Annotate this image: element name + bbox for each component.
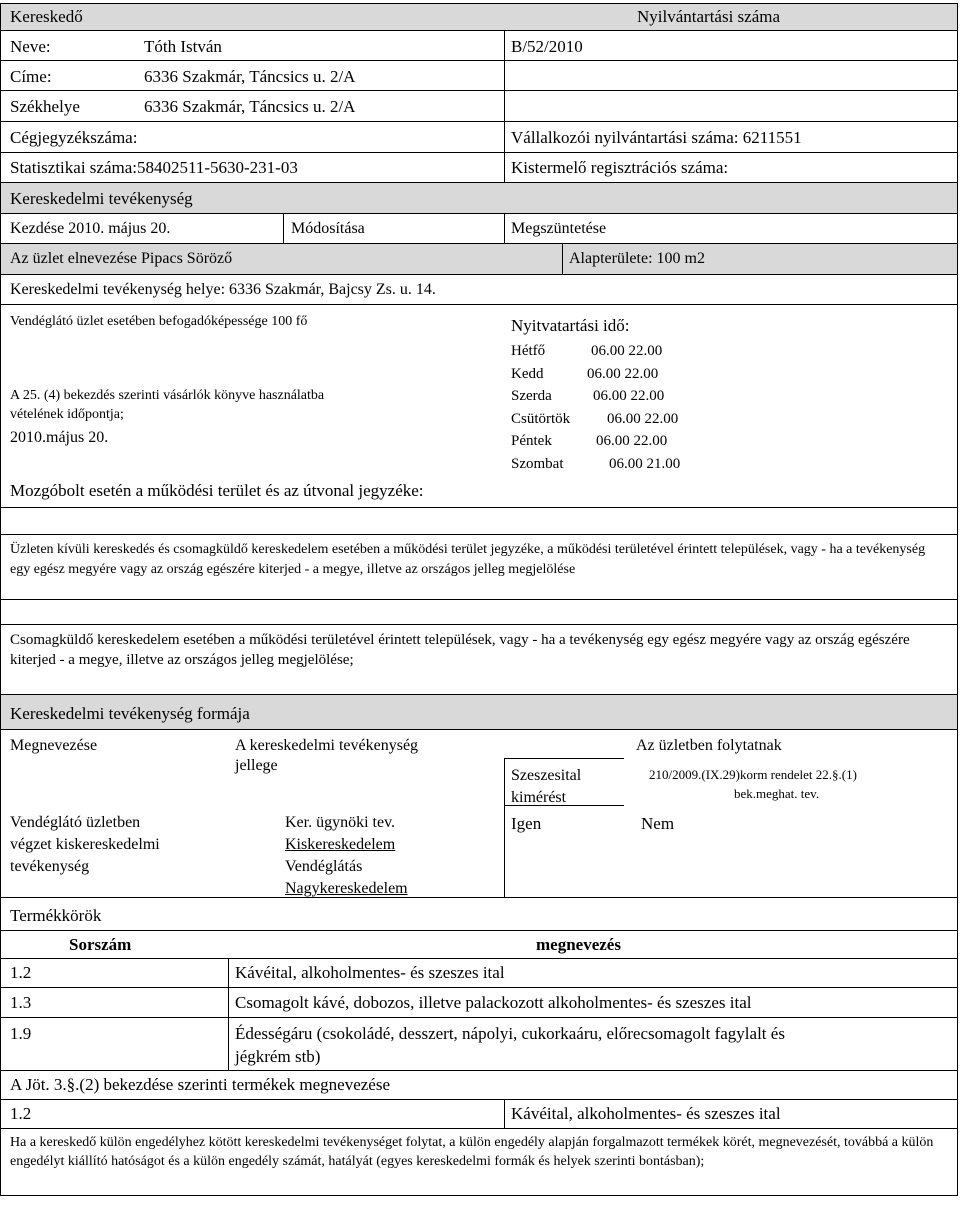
vallalkozoi-szam: Vállalkozói nyilvántartási száma: 6211551 bbox=[511, 128, 802, 147]
termekkorok-header bbox=[0, 930, 958, 959]
jot-title-row bbox=[0, 1070, 958, 1100]
divider bbox=[562, 243, 563, 275]
megnevezes-line3: tevékenység bbox=[10, 858, 90, 875]
termek-name-line1: Édességáru (csokoládé, desszert, nápolyi, cukorkaáru, előrecsomagolt fagylalt és bbox=[235, 1024, 785, 1043]
uzleten-kivuli-text: Üzleten kívüli kereskedés és csomagküldő kereskedelem esetében a működési terület jegyzéke, a működési területével érintett települések, vagy - ha a tevékenység egy egész megyére vagy az ország egészére kiterjed - a megye, illetve az országos jelleg megjelölése bbox=[10, 542, 926, 577]
kezdese-value: Kezdése 2010. május 20. bbox=[10, 220, 171, 237]
befogadokepesseg: Vendéglátó üzlet esetében befogadóképessége 100 fő bbox=[10, 314, 308, 329]
szekhelye-label: Székhelye bbox=[10, 97, 80, 116]
szekhelye-value: 6336 Szakmár, Táncsics u. 2/A bbox=[144, 97, 356, 116]
szeszesital-label-1: Szeszesital bbox=[511, 767, 582, 784]
megnevezes-line1: Vendéglátó üzletben bbox=[10, 814, 141, 831]
uzleten-kivuli-row bbox=[0, 534, 958, 600]
szekhelye-row bbox=[0, 90, 958, 122]
divider bbox=[228, 958, 229, 1071]
nyilvantartasi-szama-label: Nyilvántartási száma bbox=[637, 7, 781, 26]
uzlet-elnevezese: Az üzlet elnevezése Pipacs Söröző bbox=[10, 250, 233, 267]
modositasa-label: Módosítása bbox=[291, 220, 365, 237]
termek-num: 1.2 bbox=[10, 963, 32, 982]
neve-row bbox=[0, 30, 958, 61]
termekkorok-row bbox=[0, 897, 958, 931]
megnevezes-line2: végzet kiskereskedelmi bbox=[10, 836, 160, 853]
cegjegyzek-label: Cégjegyzékszáma: bbox=[10, 128, 138, 147]
termek-name: Csomagolt kávé, dobozos, illetve palackozott alkoholmentes- és szeszes ital bbox=[235, 993, 752, 1012]
helye-row bbox=[0, 274, 958, 305]
divider bbox=[283, 213, 284, 244]
sorszam-header: Sorszám bbox=[69, 935, 132, 954]
termek-name-line2: jégkrém stb) bbox=[235, 1047, 321, 1066]
jellege-kiskereskedelem: Kiskereskedelem bbox=[285, 836, 396, 853]
jot-row bbox=[0, 1099, 958, 1129]
megnevezes-header: megnevezés bbox=[536, 935, 621, 954]
vasarlok-konyve-line2: vételének időpontja; bbox=[10, 407, 124, 422]
nyilvantartasi-szam-value: B/52/2010 bbox=[511, 37, 583, 56]
mozgobolt-label: Mozgóbolt esetén a működési terület és az útvonal jegyzéke: bbox=[10, 481, 424, 500]
footer-row bbox=[0, 1128, 958, 1196]
cime-row bbox=[0, 60, 958, 91]
hours-tuesday: 06.00 22.00 bbox=[587, 366, 659, 382]
forma-section-row bbox=[0, 694, 958, 730]
kereskedelmi-helye: Kereskedelmi tevékenység helye: 6336 Szakmár, Bajcsy Zs. u. 14. bbox=[10, 281, 436, 298]
statisztikai-szam: Statisztikai száma:58402511-5630-231-03 bbox=[10, 158, 298, 177]
forma-table bbox=[0, 729, 958, 898]
jellege-nagykereskedelem: Nagykereskedelem bbox=[285, 880, 408, 897]
megnevezese-label: Megnevezése bbox=[10, 737, 98, 754]
cime-value: 6336 Szakmár, Táncsics u. 2/A bbox=[144, 67, 356, 86]
table-row bbox=[0, 1017, 958, 1071]
cegjegyzek-row bbox=[0, 121, 958, 153]
uzlet-elnevezese-row bbox=[0, 243, 958, 275]
activity-section-row bbox=[0, 182, 958, 214]
jot-name: Kávéital, alkoholmentes- és szeszes ital bbox=[511, 1104, 781, 1123]
blank-row bbox=[0, 507, 958, 535]
termek-num: 1.3 bbox=[10, 993, 32, 1012]
jellege-ugynoki: Ker. ügynöki tev. bbox=[285, 814, 396, 831]
day-tuesday: Kedd bbox=[511, 366, 544, 382]
divider bbox=[504, 213, 505, 244]
forma-title: Kereskedelmi tevékenység formája bbox=[10, 704, 250, 723]
termek-name: Kávéital, alkoholmentes- és szeszes ital bbox=[235, 963, 505, 982]
day-friday: Péntek bbox=[511, 433, 552, 449]
jot-title: A Jöt. 3.§.(2) bekezdése szerinti termékek megnevezése bbox=[10, 1075, 390, 1094]
table-row bbox=[0, 987, 958, 1018]
alapterulete: Alapterülete: 100 m2 bbox=[569, 250, 705, 267]
hours-wednesday: 06.00 22.00 bbox=[593, 388, 665, 404]
day-saturday: Szombat bbox=[511, 456, 564, 472]
befogado-block bbox=[0, 304, 958, 508]
igen-value: Igen bbox=[511, 814, 542, 833]
header-row bbox=[0, 3, 958, 31]
jellege-label-2: jellege bbox=[235, 757, 278, 774]
neve-label: Neve: bbox=[10, 37, 51, 56]
rendelet-line2: bek.meghat. tev. bbox=[734, 786, 820, 801]
hours-thursday: 06.00 22.00 bbox=[607, 411, 679, 427]
divider bbox=[504, 1099, 505, 1129]
day-monday: Hétfő bbox=[511, 343, 546, 359]
blank-row bbox=[0, 599, 958, 625]
day-wednesday: Szerda bbox=[511, 388, 552, 404]
kezdese-row bbox=[0, 213, 958, 244]
statisztikai-row bbox=[0, 152, 958, 183]
hours-friday: 06.00 22.00 bbox=[596, 433, 668, 449]
hours-saturday: 06.00 21.00 bbox=[609, 456, 681, 472]
csomagkuldo-text: Csomagküldő kereskedelem esetében a működési területével érintett települések, vagy - ha a tevékenység egy egész megyére vagy az ország egészére kiterjed - a megye, illetve az országos jelleg megjelölése; bbox=[10, 632, 910, 668]
hours-monday: 06.00 22.00 bbox=[591, 343, 663, 359]
kistermelo-szam: Kistermelő regisztrációs száma: bbox=[511, 158, 729, 177]
szeszesital-label-2: kimérést bbox=[511, 789, 567, 806]
termekkorok-title: Termékkörök bbox=[10, 906, 102, 925]
table-row bbox=[0, 958, 958, 988]
footer-text: Ha a kereskedő külön engedélyhez kötött kereskedelmi tevékenységet folytat, a külön engedély alapján forgalmazott termékek körét, megnevezését, továbbá a külön engedélyt kiállító hatóságot és a külön engedély számát, hatályát (egyes kereskedelmi formák és helyek szerinti bontásban); bbox=[10, 1135, 934, 1169]
neve-value: Tóth István bbox=[144, 37, 222, 56]
nem-value: Nem bbox=[641, 814, 675, 833]
termek-num: 1.9 bbox=[10, 1024, 32, 1043]
day-thursday: Csütörtök bbox=[511, 411, 571, 427]
nyitvatartas-title: Nyitvatartási idő: bbox=[511, 316, 630, 335]
cime-label: Címe: bbox=[10, 67, 52, 86]
activity-section-title: Kereskedelmi tevékenység bbox=[10, 189, 193, 208]
vasarlok-konyve-date: 2010.május 20. bbox=[10, 429, 109, 446]
folytatnak-label: Az üzletben folytatnak bbox=[636, 737, 782, 754]
jellege-vendeglatas: Vendéglátás bbox=[285, 858, 363, 875]
megszuntetese-label: Megszüntetése bbox=[511, 220, 607, 237]
csomagkuldo-row bbox=[0, 624, 958, 695]
divider bbox=[504, 121, 505, 183]
vasarlok-konyve-line1: A 25. (4) bekezdés szerinti vásárlók könyve használatba bbox=[10, 388, 325, 403]
divider bbox=[504, 758, 624, 759]
kereskedo-heading: Kereskedő bbox=[10, 7, 83, 26]
jellege-label-1: A kereskedelmi tevékenység bbox=[235, 737, 419, 754]
rendelet-line1: 210/2009.(IX.29)korm rendelet 22.§.(1) bbox=[649, 767, 857, 782]
divider bbox=[504, 758, 505, 898]
divider bbox=[504, 805, 624, 806]
jot-num: 1.2 bbox=[10, 1104, 32, 1123]
